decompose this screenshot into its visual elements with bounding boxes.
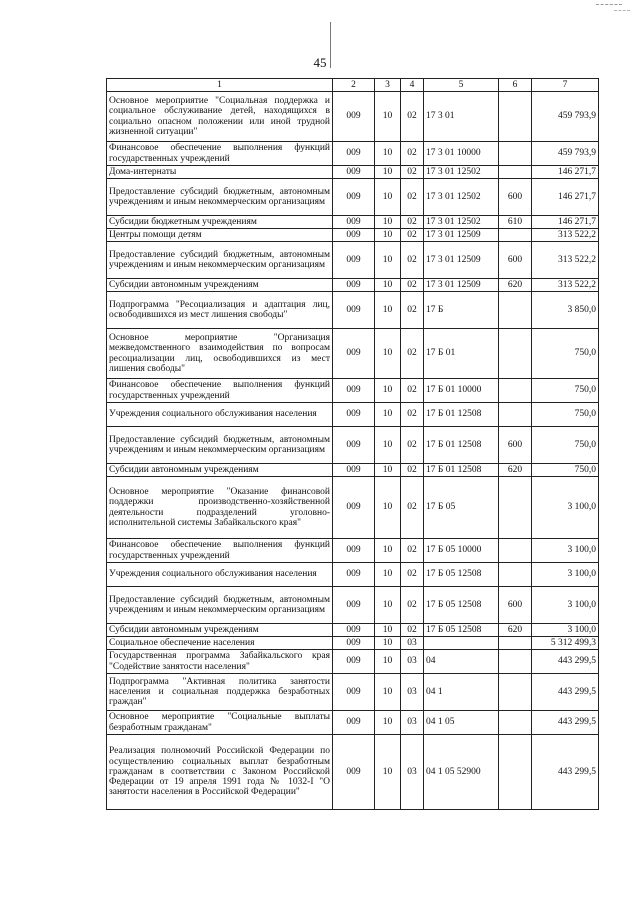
row-target-article: 17 3 01 10000 (424, 142, 499, 166)
row-amount: 3 100,0 (532, 563, 599, 587)
row-target-article: 17 Б 01 12508 (424, 427, 499, 464)
row-expense-type: 620 (499, 464, 532, 477)
row-ministry-code: 009 (333, 179, 375, 216)
row-subsection: 02 (401, 292, 424, 329)
table-row (107, 179, 599, 216)
row-name: Учреждения социального обслуживания населения (107, 403, 333, 427)
row-subsection: 02 (401, 403, 424, 427)
row-subsection: 02 (401, 379, 424, 403)
row-amount: 3 100,0 (532, 477, 599, 539)
row-section: 10 (375, 427, 401, 464)
row-target-article: 17 Б (424, 292, 499, 329)
row-name: Субсидии автономным учреждениям (107, 464, 333, 477)
row-name: Реализация полномочий Российской Федерации по осуществлению социальных выплат безработным гражданам в соответствии с Законом Российской Федерации от 19 апреля 1991 года № 1032-I "О занятости населения в Российской Федерации" (107, 735, 333, 810)
row-section: 10 (375, 563, 401, 587)
row-name: Центры помощи детям (107, 229, 333, 242)
row-target-article: 17 Б 01 12508 (424, 403, 499, 427)
row-expense-type (499, 166, 532, 179)
row-subsection: 02 (401, 427, 424, 464)
row-subsection: 03 (401, 711, 424, 735)
row-amount: 750,0 (532, 379, 599, 403)
row-amount: 459 793,9 (532, 142, 599, 166)
table-row (107, 142, 599, 166)
row-name: Предоставление субсидий бюджетным, автономным учреждениям и иным некоммерческим организациям (107, 242, 333, 279)
row-section: 10 (375, 403, 401, 427)
row-amount: 459 793,9 (532, 92, 599, 142)
row-target-article: 04 1 05 52900 (424, 735, 499, 810)
row-subsection: 02 (401, 624, 424, 637)
row-expense-type (499, 650, 532, 674)
row-expense-type (499, 379, 532, 403)
row-amount: 750,0 (532, 427, 599, 464)
row-name: Предоставление субсидий бюджетным, автономным учреждениям и иным некоммерческим организациям (107, 179, 333, 216)
row-ministry-code: 009 (333, 735, 375, 810)
table-body (107, 92, 599, 810)
row-section: 10 (375, 329, 401, 379)
header-row (107, 79, 599, 92)
row-target-article: 04 (424, 650, 499, 674)
table-row (107, 539, 599, 563)
row-name: Учреждения социального обслуживания населения (107, 563, 333, 587)
row-ministry-code: 009 (333, 229, 375, 242)
row-expense-type (499, 674, 532, 711)
row-ministry-code: 009 (333, 563, 375, 587)
row-subsection: 02 (401, 242, 424, 279)
row-section: 10 (375, 92, 401, 142)
row-expense-type (499, 92, 532, 142)
row-name: Основное мероприятие "Организация межведомственного взаимодействия по вопросам ресоциализации лиц, освободившихся из мест лишения свободы" (107, 329, 333, 379)
table-row (107, 587, 599, 624)
row-section: 10 (375, 587, 401, 624)
row-target-article: 17 3 01 (424, 92, 499, 142)
row-expense-type (499, 735, 532, 810)
row-amount: 5 312 499,3 (532, 637, 599, 650)
row-subsection: 02 (401, 477, 424, 539)
row-subsection: 02 (401, 142, 424, 166)
row-section: 10 (375, 216, 401, 229)
row-target-article: 17 Б 05 12508 (424, 624, 499, 637)
row-ministry-code: 009 (333, 292, 375, 329)
table-row (107, 674, 599, 711)
row-amount: 146 271,7 (532, 166, 599, 179)
row-subsection: 02 (401, 464, 424, 477)
row-name: Предоставление субсидий бюджетным, автономным учреждениям и иным некоммерческим организациям (107, 587, 333, 624)
row-section: 10 (375, 379, 401, 403)
scan-corner-mark (596, 4, 622, 5)
row-section: 10 (375, 179, 401, 216)
table-row (107, 229, 599, 242)
row-expense-type: 600 (499, 242, 532, 279)
table-row (107, 735, 599, 810)
row-ministry-code: 009 (333, 92, 375, 142)
page-number: 45 (313, 55, 327, 70)
row-name: Подпрограмма "Активная политика занятости населения и социальная поддержка безработных граждан" (107, 674, 333, 711)
header-col-4: 4 (401, 79, 424, 92)
row-expense-type: 620 (499, 624, 532, 637)
table-row (107, 624, 599, 637)
row-amount: 313 522,2 (532, 229, 599, 242)
row-amount: 443 299,5 (532, 650, 599, 674)
row-name: Финансовое обеспечение выполнения функций государственных учреждений (107, 539, 333, 563)
row-target-article: 17 3 01 12502 (424, 166, 499, 179)
row-amount: 750,0 (532, 329, 599, 379)
table-row (107, 329, 599, 379)
row-section: 10 (375, 650, 401, 674)
row-section: 10 (375, 637, 401, 650)
table-row (107, 279, 599, 292)
row-ministry-code: 009 (333, 650, 375, 674)
row-ministry-code: 009 (333, 477, 375, 539)
row-section: 10 (375, 711, 401, 735)
row-expense-type: 610 (499, 216, 532, 229)
row-subsection: 03 (401, 637, 424, 650)
header-col-7: 7 (532, 79, 599, 92)
row-target-article: 17 Б 05 10000 (424, 539, 499, 563)
row-expense-type: 600 (499, 179, 532, 216)
row-name: Дома-интернаты (107, 166, 333, 179)
row-section: 10 (375, 292, 401, 329)
row-ministry-code: 009 (333, 329, 375, 379)
row-amount: 313 522,2 (532, 242, 599, 279)
row-target-article (424, 637, 499, 650)
row-name: Основное мероприятие "Оказание финансовой поддержки производственно-хозяйственной деятельности подразделений уголовно-исполнительной системы Забайкальского края" (107, 477, 333, 539)
row-ministry-code: 009 (333, 711, 375, 735)
row-target-article: 04 1 05 (424, 711, 499, 735)
table-row (107, 379, 599, 403)
row-expense-type (499, 292, 532, 329)
row-subsection: 02 (401, 279, 424, 292)
table-row (107, 563, 599, 587)
row-subsection: 03 (401, 650, 424, 674)
row-expense-type (499, 229, 532, 242)
header-col-6: 6 (499, 79, 532, 92)
budget-table (106, 78, 599, 810)
row-subsection: 03 (401, 674, 424, 711)
row-ministry-code: 009 (333, 279, 375, 292)
row-target-article: 17 Б 01 12508 (424, 464, 499, 477)
row-name: Подпрограмма "Ресоциализация и адаптация лиц, освободившихся из мест лишения свободы" (107, 292, 333, 329)
row-name: Государственная программа Забайкальского края "Содействие занятости населения" (107, 650, 333, 674)
row-amount: 3 100,0 (532, 624, 599, 637)
row-subsection: 02 (401, 166, 424, 179)
row-expense-type: 620 (499, 279, 532, 292)
row-subsection: 02 (401, 229, 424, 242)
row-ministry-code: 009 (333, 539, 375, 563)
row-ministry-code: 009 (333, 674, 375, 711)
table-row (107, 464, 599, 477)
row-expense-type (499, 563, 532, 587)
row-section: 10 (375, 735, 401, 810)
row-ministry-code: 009 (333, 242, 375, 279)
row-amount: 443 299,5 (532, 735, 599, 810)
row-ministry-code: 009 (333, 427, 375, 464)
table-row (107, 292, 599, 329)
row-amount: 750,0 (532, 403, 599, 427)
row-name: Финансовое обеспечение выполнения функций государственных учреждений (107, 379, 333, 403)
row-section: 10 (375, 539, 401, 563)
row-subsection: 02 (401, 539, 424, 563)
row-subsection: 02 (401, 329, 424, 379)
row-subsection: 02 (401, 563, 424, 587)
row-target-article: 17 Б 05 12508 (424, 563, 499, 587)
row-subsection: 02 (401, 216, 424, 229)
table-row (107, 637, 599, 650)
row-expense-type (499, 329, 532, 379)
row-ministry-code: 009 (333, 624, 375, 637)
row-section: 10 (375, 229, 401, 242)
row-target-article: 17 3 01 12509 (424, 229, 499, 242)
header-col-3: 3 (375, 79, 401, 92)
row-amount: 443 299,5 (532, 674, 599, 711)
row-ministry-code: 009 (333, 587, 375, 624)
row-ministry-code: 009 (333, 637, 375, 650)
row-expense-type (499, 711, 532, 735)
row-target-article: 17 Б 01 (424, 329, 499, 379)
row-target-article: 17 Б 01 10000 (424, 379, 499, 403)
row-section: 10 (375, 674, 401, 711)
row-section: 10 (375, 166, 401, 179)
header-col-5: 5 (424, 79, 499, 92)
row-name: Социальное обеспечение населения (107, 637, 333, 650)
row-name: Субсидии автономным учреждениям (107, 624, 333, 637)
row-ministry-code: 009 (333, 464, 375, 477)
row-ministry-code: 009 (333, 403, 375, 427)
row-expense-type: 600 (499, 427, 532, 464)
row-name: Основное мероприятие "Социальные выплаты безработным гражданам" (107, 711, 333, 735)
row-section: 10 (375, 624, 401, 637)
row-expense-type (499, 142, 532, 166)
row-subsection: 02 (401, 587, 424, 624)
row-target-article: 17 3 01 12509 (424, 279, 499, 292)
scan-corner-mark-small (614, 10, 630, 11)
row-expense-type (499, 637, 532, 650)
row-ministry-code: 009 (333, 166, 375, 179)
row-ministry-code: 009 (333, 216, 375, 229)
row-section: 10 (375, 242, 401, 279)
row-subsection: 02 (401, 92, 424, 142)
header-col-1: 1 (107, 79, 333, 92)
table-header (107, 79, 599, 92)
row-subsection: 02 (401, 179, 424, 216)
row-name: Субсидии автономным учреждениям (107, 279, 333, 292)
row-name: Предоставление субсидий бюджетным, автономным учреждениям и иным некоммерческим организациям (107, 427, 333, 464)
table-row (107, 477, 599, 539)
row-ministry-code: 009 (333, 142, 375, 166)
table-row (107, 242, 599, 279)
row-section: 10 (375, 464, 401, 477)
row-name: Субсидии бюджетным учреждениям (107, 216, 333, 229)
table-row (107, 403, 599, 427)
row-target-article: 17 Б 05 12508 (424, 587, 499, 624)
row-name: Финансовое обеспечение выполнения функций государственных учреждений (107, 142, 333, 166)
header-col-2: 2 (333, 79, 375, 92)
row-name: Основное мероприятие "Социальная поддержка и социальное обслуживание детей, находящихся в социально опасном положении или иной трудной жизненной ситуации" (107, 92, 333, 142)
row-expense-type (499, 403, 532, 427)
row-amount: 146 271,7 (532, 179, 599, 216)
table-row (107, 216, 599, 229)
row-ministry-code: 009 (333, 379, 375, 403)
row-expense-type: 600 (499, 587, 532, 624)
table-row (107, 427, 599, 464)
row-target-article: 17 3 01 12509 (424, 242, 499, 279)
row-amount: 750,0 (532, 464, 599, 477)
row-target-article: 04 1 (424, 674, 499, 711)
table-row (107, 92, 599, 142)
row-amount: 3 850,0 (532, 292, 599, 329)
row-amount: 146 271,7 (532, 216, 599, 229)
row-section: 10 (375, 279, 401, 292)
table-row (107, 711, 599, 735)
row-section: 10 (375, 142, 401, 166)
row-amount: 3 100,0 (532, 539, 599, 563)
row-subsection: 03 (401, 735, 424, 810)
row-amount: 313 522,2 (532, 279, 599, 292)
row-target-article: 17 3 01 12502 (424, 216, 499, 229)
row-section: 10 (375, 477, 401, 539)
row-expense-type (499, 477, 532, 539)
table-row (107, 166, 599, 179)
row-amount: 3 100,0 (532, 587, 599, 624)
row-target-article: 17 3 01 12502 (424, 179, 499, 216)
row-expense-type (499, 539, 532, 563)
row-amount: 443 299,5 (532, 711, 599, 735)
table-row (107, 650, 599, 674)
row-target-article: 17 Б 05 (424, 477, 499, 539)
